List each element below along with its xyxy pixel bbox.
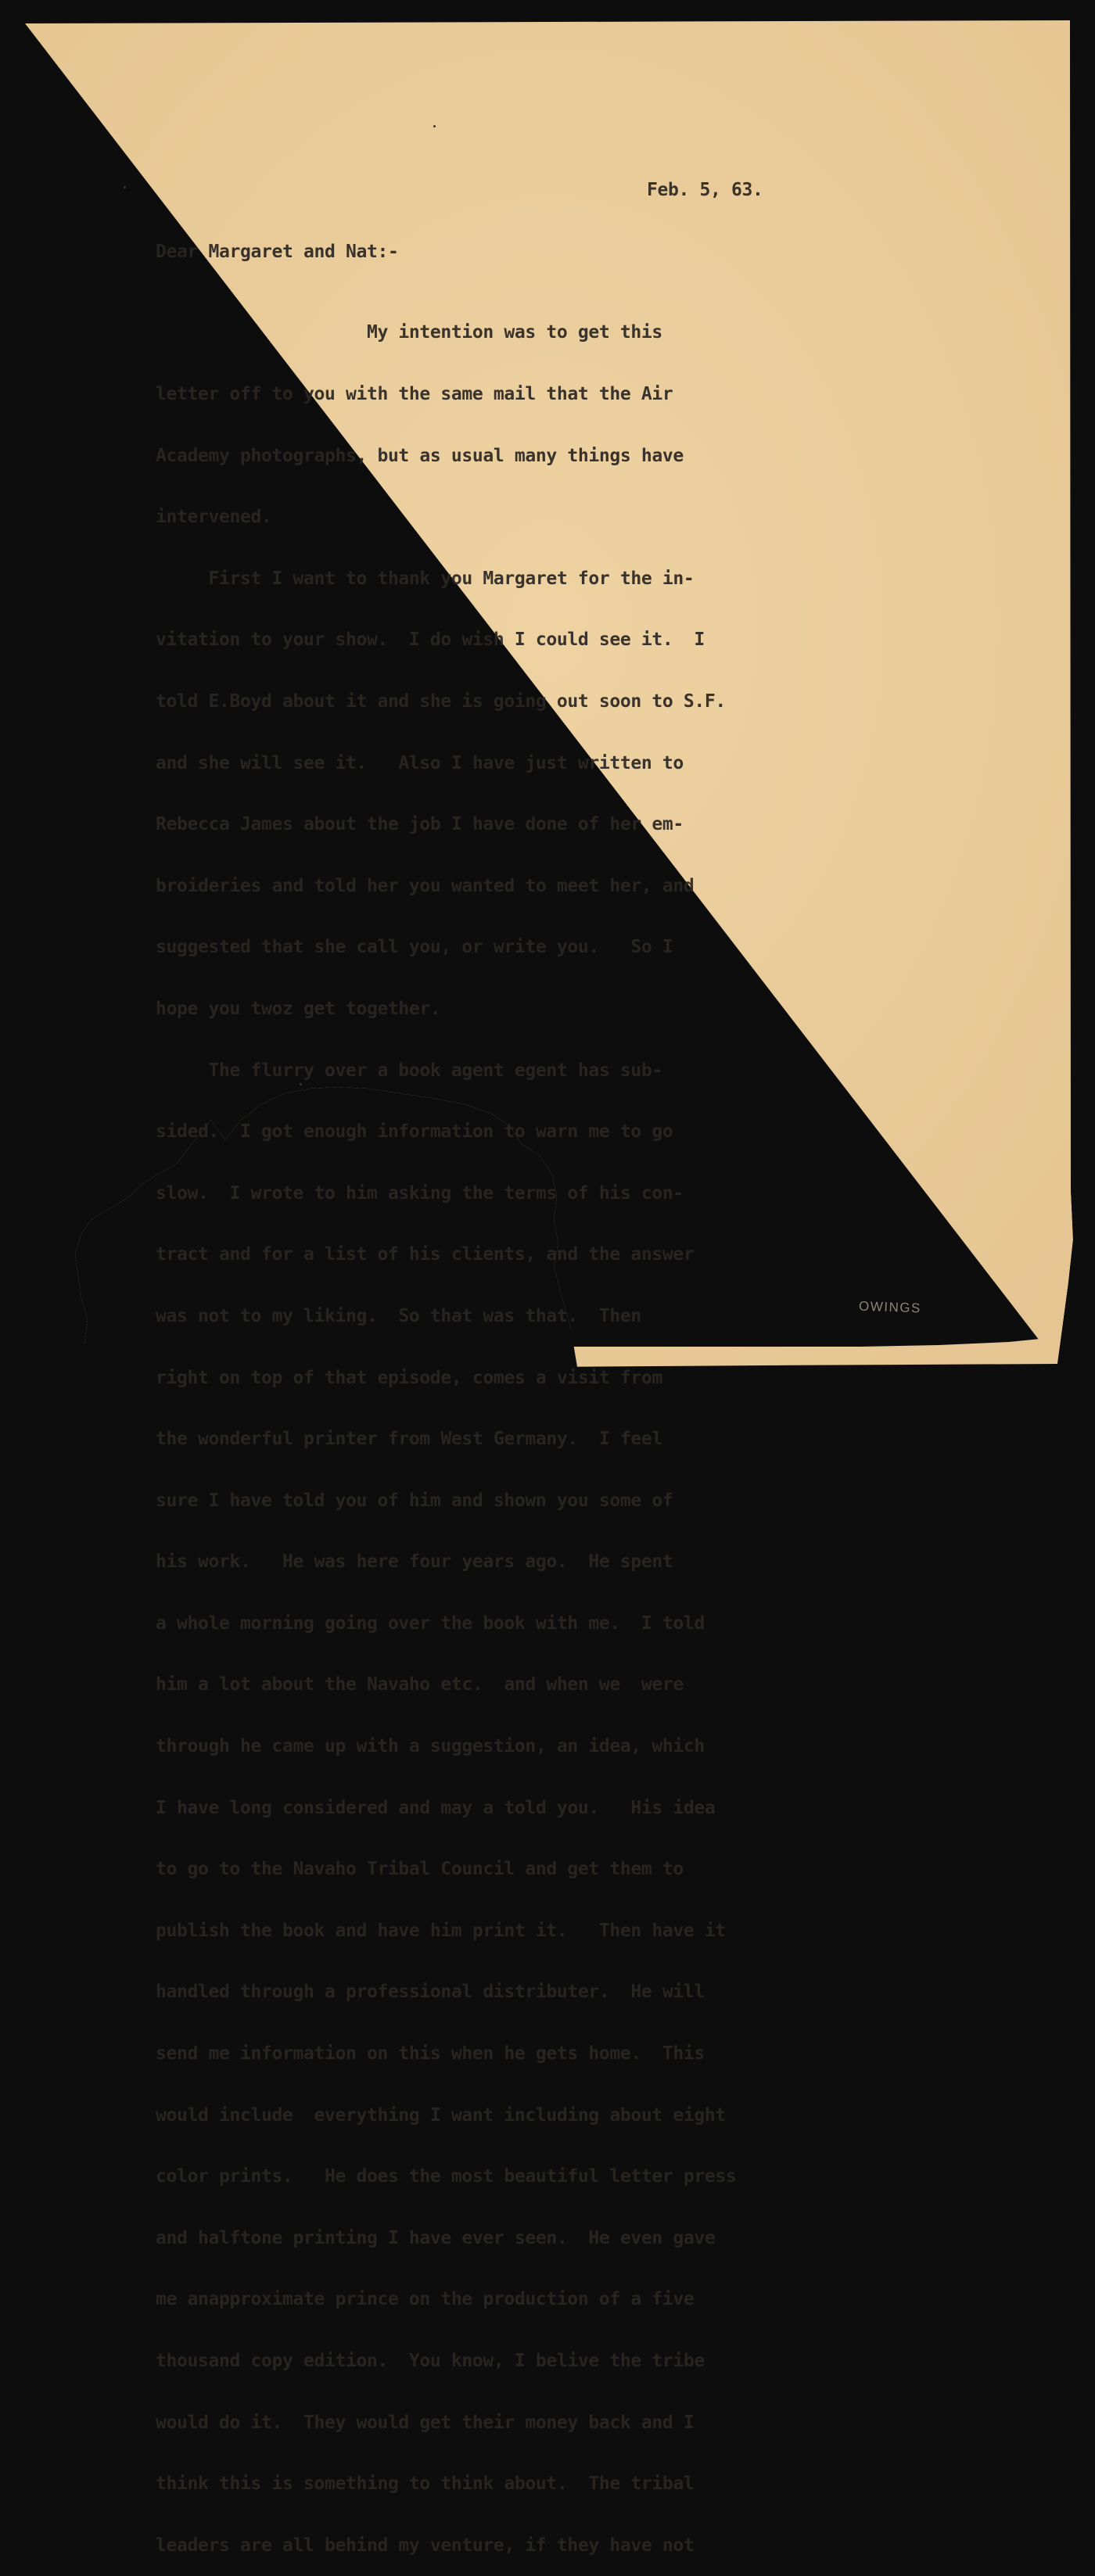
body-line: would do it. They would get their money back and I <box>156 2412 695 2433</box>
body-line: me anapproximate prince on the production of a five <box>156 2289 695 2310</box>
body-line: and halftone printing I have ever seen. He even gave <box>156 2227 716 2248</box>
body-line: Rebecca James about the job I have done of her em- <box>156 814 684 835</box>
body-line: tract and for a list of his clients, and the answer <box>156 1244 695 1265</box>
body-line: suggested that she call you, or write you. So I <box>156 937 673 958</box>
body-line: the wonderful printer from West Germany. I feel <box>156 1429 662 1450</box>
letter-body <box>156 282 736 2576</box>
body-line: letter off to you with the same mail that the Air <box>156 384 673 404</box>
body-line: and she will see it. Also I have just written to <box>156 752 684 773</box>
body-line: him a lot about the Navaho etc. and when we were <box>156 1674 684 1695</box>
body-line: broideries and told her you wanted to meet her, and <box>156 875 695 896</box>
body-line: thousand copy edition. You know, I belive the tribe <box>156 2351 705 2371</box>
body-line: First I want to thank you Margaret for the in- <box>156 568 695 589</box>
archive-stamp: OWINGS <box>858 1298 922 1316</box>
body-line: send me information on this when he gets home. This <box>156 2043 705 2065</box>
body-line: right on top of that episode, comes a visit from <box>156 1367 662 1388</box>
body-line: leaders are all behind my venture, if they have not <box>156 2535 695 2556</box>
body-line: handled through a professional distributer. He will <box>156 1982 705 2003</box>
salutation: Dear Margaret and Nat:- <box>156 242 399 262</box>
body-line: his work. He was here four years ago. He spent <box>156 1552 673 1573</box>
body-line: intervened. <box>156 507 272 528</box>
body-line: hope you twoz get together. <box>156 998 441 1019</box>
body-line: was not to my liking. So that was that. Then <box>156 1305 641 1326</box>
ink-speck <box>433 125 436 127</box>
body-line: vitation to your show. I do wish I could see it. I <box>156 630 705 651</box>
body-line: I have long considered and may a told you. His idea <box>156 1797 716 1818</box>
body-line: would include everything I want including about eight <box>156 2104 726 2126</box>
body-line: sided. I got enough information to warn me to go <box>156 1121 673 1143</box>
body-line: told E.Boyd about it and she is going out soon to S.F. <box>156 691 726 712</box>
body-line: sure I have told you of him and shown you some of <box>156 1490 673 1511</box>
body-line: slow. I wrote to him asking the terms of his con- <box>156 1182 684 1204</box>
body-line: think this is something to think about. The tribal <box>156 2474 695 2495</box>
body-line: My intention was to get this <box>156 322 662 343</box>
body-line: publish the book and have him print it. Then have it <box>156 1920 726 1941</box>
letter-date: Feb. 5, 63. <box>647 180 763 200</box>
body-line: to go to the Navaho Tribal Council and get them to <box>156 1859 684 1880</box>
body-line: through he came up with a suggestion, an idea, which <box>156 1736 705 1757</box>
body-line: a whole morning going over the book with me. I told <box>156 1613 705 1634</box>
body-line: color prints. He does the most beautiful letter press <box>156 2166 737 2187</box>
ink-speck <box>124 186 126 188</box>
body-line: Academy photographs, but as usual many things have <box>156 445 684 466</box>
body-line: The flurry over a book agent egent has sub- <box>156 1060 662 1081</box>
